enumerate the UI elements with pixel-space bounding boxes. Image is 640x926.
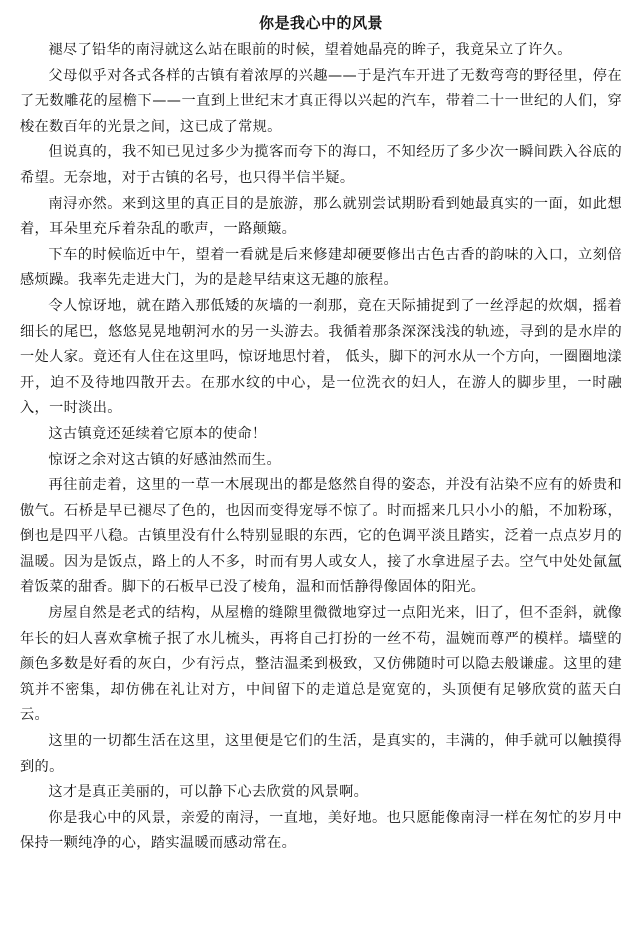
paragraph: 父母似乎对各式各样的古镇有着浓厚的兴趣——于是汽车开进了无数弯弯的野径里，停在了无数雕花的屋檐下——一直到上世纪末才真正得以兴起的汽车，带着二十一世纪的人们，穿梭在数百年的光景之间，这已成了常规。	[20, 67, 622, 135]
paragraph: 惊讶之余对这古镇的好感油然而生。	[48, 451, 281, 468]
paragraph: 这才是真正美丽的，可以静下心去欣赏的风景啊。	[48, 784, 369, 801]
paragraph: 令人惊讶地，就在踏入那低矮的灰墙的一刹那，竟在天际捕捉到了一丝浮起的炊烟，摇着细长的尾巴，悠悠晃晃地朝河水的另一头游去。我循着那条深深浅浅的轨迹，寻到的是水岸的一处人家。竟还有人住在这里吗，惊讶地思忖着， 低头，脚下的河水从一个方向，一圈圈地漾开，迫不及待地四散开去。在那水纹的中心，是一位洗衣的妇人，在游人的脚步里，一时融入，一时淡出。	[20, 297, 622, 417]
paragraph: 这里的一切都生活在这里，这里便是它们的生活，是真实的，丰满的，伸手就可以触摸得到的。	[20, 733, 622, 775]
paragraph: 下车的时候临近中午，望着一看就是后来修建却硬要修出古色古香的韵味的入口，立刻倍感烦躁。我率先走进大门，为的是趁早结束这无趣的旅程。	[20, 246, 622, 289]
paragraph: 这古镇竟还延续着它原本的使命！	[48, 425, 267, 442]
paragraph: 但说真的，我不知已见过多少为揽客而夸下的海口，不知经历了多少次一瞬间跌入谷底的希望。无奈地，对于古镇的名号，也只得半信半疑。	[20, 144, 622, 186]
document-title: 你是我心中的风景	[258, 14, 383, 32]
paragraph: 褪尽了铅华的南浔就这么站在眼前的时候，望着她晶亮的眸子，我竟呆立了许久。	[48, 42, 572, 58]
paragraph: 你是我心中的风景，亲爱的南浔，一直地，美好地。也只愿能像南浔一样在匆忙的岁月中保持一颗纯净的心，踏实温暖而感动常在。	[20, 809, 622, 852]
paragraph: 房屋自然是老式的结构，从屋檐的缝隙里微微地穿过一点阳光来，旧了，但不歪斜，就像年长的妇人喜欢拿梳子抿了水儿梳头，再将自己打扮的一丝不苟，温婉而尊严的模样。墙壁的颜色多数是好看的灰白，少有污点，整洁温柔到极致，又仿佛随时可以隐去般谦虚。这里的建筑并不密集，却仿佛在礼让对方，中间留下的走道总是宽宽的，头顶便有足够欣赏的蓝天白云。	[20, 605, 622, 724]
paragraph: 南浔亦然。来到这里的真正目的是旅游，那么就别尝试期盼看到她最真实的一面，如此想着，耳朵里充斥着杂乱的歌声，一路颠簸。	[20, 195, 622, 238]
paragraph: 再往前走着，这里的一草一木展现出的都是悠然自得的姿态，并没有沾染不应有的娇贵和傲气。石桥是早已褪尽了色的，也因而变得宠辱不惊了。时而摇来几只小小的船，不加粉琢，倒也是四平八稳。古镇里没有什么特别显眼的东西，它的色调平淡且踏实，泛着一点点岁月的温暖。因为是饭点，路上的人不多，时而有男人或女人，接了水拿进屋子去。空气中处处氤氲着饭菜的甜香。脚下的石板早已没了棱角，温和而恬静得像固体的阳光。	[20, 477, 622, 596]
